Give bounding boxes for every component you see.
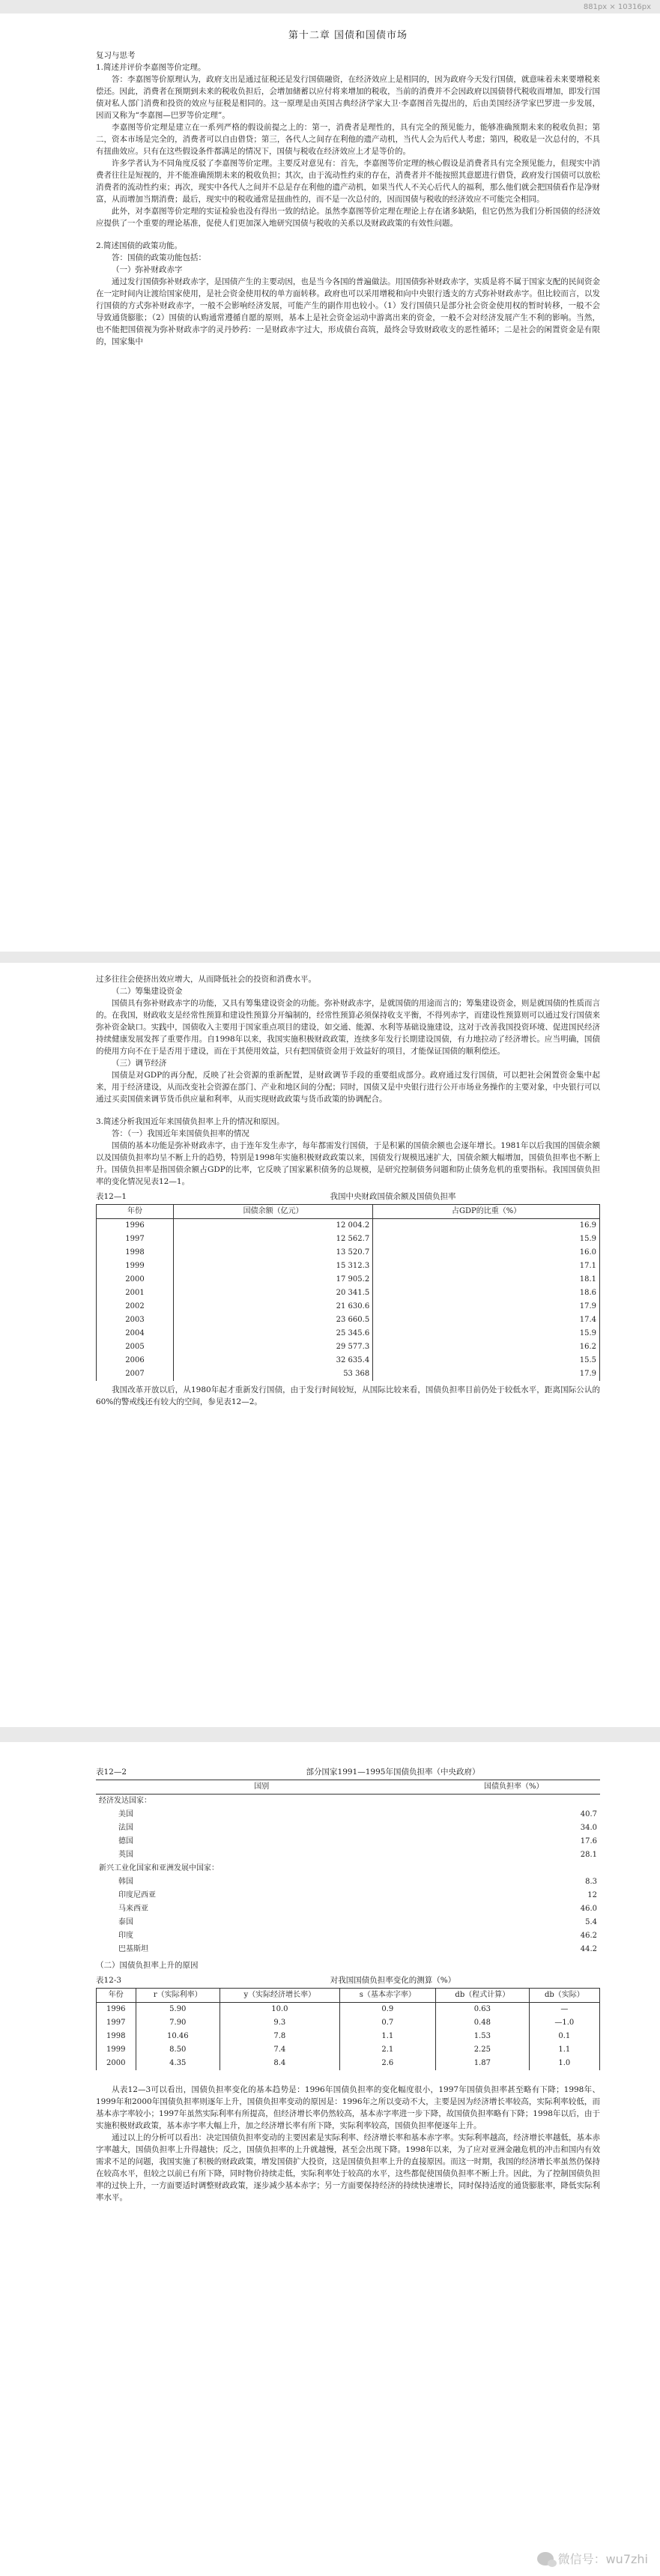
table-3-cell: 0.9: [339, 2003, 435, 2017]
table-3-header: db（程式计算）: [435, 1989, 529, 2003]
table-3-cell: 8.50: [136, 2043, 220, 2057]
answer-2-intro: 答：国债的政策功能包括：: [112, 253, 206, 262]
table-2-empty-cell: [427, 1862, 600, 1875]
table-1-cell: 2000: [97, 1273, 174, 1287]
question-1: 1.简述并评价李嘉图等价定理。: [96, 63, 206, 72]
table-3-caption: [96, 1974, 600, 1986]
table-2-title: 部分国家1991—1995年国债负担率（中央政府）: [306, 1768, 480, 1777]
table-3-cell: 1.1: [529, 2043, 599, 2057]
page-3-content: [96, 1753, 600, 2204]
table-3-cell: 4.35: [136, 2057, 220, 2070]
table-3-header: r（实际利率）: [136, 1989, 220, 2003]
regulate-economy-paragraph: 国债是对GDP的再分配，反映了社会资源的重新配置，是财政调节手段的重要组成部分。政府通过发行国债，可以把社会闲置资金集中起来，用于经济建设，从而改变社会资源在部门、产业和地区间的分配；同时，国债又是中央银行进行公开市场业务操作的主要对象，中央银行可以通过买卖国债来调节货币供应量和利率，从而实现财政政策与货币政策的协调配合。: [96, 1071, 600, 1104]
subheading-deficit: （一）弥补财政赤字: [112, 265, 183, 274]
table-1-number: 表12—1: [96, 1192, 127, 1201]
table-2-country: 马来西亚: [118, 1905, 148, 1913]
table-2-value: 5.4: [585, 1918, 597, 1926]
table-1-cell: 12 562.7: [174, 1233, 373, 1246]
table-2-country: 韩国: [118, 1878, 133, 1886]
table-1-cell: 2007: [97, 1367, 174, 1381]
chapter-title: 第十二章 国债和国债市场: [288, 30, 408, 41]
answer-1-paragraph: 此外，对李嘉图等价定理的实证检验也没有得出一致的结论。虽然李嘉图等价定理在理论上存在诸多缺陷，但它仍然为我们分析国债的经济效应提供了一个重要的理论基准，促使人们更加深入地研究国债与税收的关系以及财政政策的有效性问题。: [96, 207, 600, 228]
table-1-row: [97, 1300, 600, 1313]
table-2-country: 英国: [118, 1851, 133, 1859]
table-1-cell: 15.9: [373, 1233, 600, 1246]
page-1-content: [96, 24, 600, 348]
table-3-row: [97, 2057, 600, 2070]
continued-paragraph: 过多往往会使挤出效应增大，从而降低社会的投资和消费水平。: [96, 975, 316, 984]
table-1-header: 国债余额（亿元）: [174, 1205, 373, 1219]
table-1-cell: 21 630.6: [174, 1300, 373, 1313]
table-1-debt-balance: [96, 1204, 600, 1381]
table-3-cell: 1996: [97, 2003, 136, 2017]
subheading-rise-causes: （二）国债负担率上升的原因: [96, 1961, 199, 1970]
table-2-header: 国别: [96, 1780, 427, 1795]
table-1-cell: 29 577.3: [174, 1340, 373, 1354]
table-2-row: [96, 1889, 600, 1902]
table-3-row: [97, 2043, 600, 2057]
table-3-cell: 0.1: [529, 2030, 599, 2043]
table-1-cell: 53 368: [174, 1367, 373, 1381]
table-2-value: 34.0: [580, 1824, 597, 1832]
answer-3-paragraph: 国债的基本功能是弥补财政赤字，由于连年发生赤字，每年都需发行国债，于是积累的国债余额也会逐年增长。1981年以后我国的国债余额以及国债负担率均呈不断上升的趋势，特别是1998年实施积极财政政策以来，国债发行规模迅速扩大，国债余额大幅增加，国债负担率也不断上升。国债负担率是指国债余额占GDP的比率，它反映了国家累积债务的总规模，是研究控制债务问题和防止债务危机的重要指标。我国国债负担率的变化情况见表12—1。: [96, 1141, 600, 1186]
table-2-row: [96, 1848, 600, 1862]
table-3-cell: 9.3: [220, 2016, 340, 2030]
table-1-cell: 2001: [97, 1287, 174, 1300]
answer-1-paragraph: 答：李嘉图等价原理认为，政府支出是通过征税还是发行国债融资，在经济效应上是相同的，因为政府今天发行国债，就意味着未来要增税来偿还。因此，消费者在预期到未来的税收负担后，会增加储蓄以应付将来增加的税收，当前的消费并不会因政府以国债替代税收而增加，即发行国债对私人部门消费和投资的效应与征税是相同的。这一原理是由英国古典经济学家大卫·李嘉图首先提出的，后由美国经济学家巴罗进一步发展，因而又称为“李嘉图—巴罗等价定理”。: [96, 75, 600, 120]
table-2-group-name: 经济发达国家：: [99, 1797, 151, 1805]
table-2-empty-cell: [427, 1795, 600, 1809]
table-1-row: [97, 1273, 600, 1287]
document-page-1: [0, 13, 660, 952]
table-3-row: [97, 2016, 600, 2030]
table-1-cell: 17 905.2: [174, 1273, 373, 1287]
table-2-country: 印度尼西亚: [118, 1891, 156, 1899]
table-1-cell: 16.9: [373, 1219, 600, 1233]
table-3-row: [97, 2030, 600, 2043]
answer-3-intro: 答：（一）我国近年来国债负担率的情况: [112, 1129, 249, 1138]
wechat-watermark: [537, 2550, 648, 2567]
table-2-number: 表12—2: [96, 1768, 127, 1777]
table-1-cell: 13 520.7: [174, 1246, 373, 1260]
table-2-country: 美国: [118, 1810, 133, 1818]
table-2-row: [96, 1875, 600, 1889]
table-1-row: [97, 1340, 600, 1354]
analysis-paragraph: 从表12—3可以看出，国债负担率变化的基本趋势是：1996年国债负担率的变化幅度很小，1997年国债负担率甚至略有下降；1998年、1999年和2000年国债负担率则逐年上升，国债负担率变动的原因是：1996年之所以变动不大，主要是因为经济增长率较高，实际利率较低，而基本赤字率较小；1997年虽然实际利率有所提高，但经济增长率仍然较高，基本赤字率进一步下降，故国债负担率略有下降；1998年以后，由于实施积极财政政策，基本赤字率大幅上升，加之经济增长率有所下降，实际利率较高，国债负担率便逐年上升。: [96, 2085, 600, 2130]
table-3-cell: 8.4: [220, 2057, 340, 2070]
table-1-cell: 1996: [97, 1219, 174, 1233]
table-3-cell: 7.4: [220, 2043, 340, 2057]
table-3-cell: 1.0: [529, 2057, 599, 2070]
document-page-3: [0, 1742, 660, 2576]
table-1-cell: 18.1: [373, 1273, 600, 1287]
table-1-cell: 1999: [97, 1260, 174, 1273]
table-2-row: [96, 1929, 600, 1943]
after-table-1-paragraph: 我国改革开放以后，从1980年起才重新发行国债，由于发行时间较短，从国际比较来看，国债负担率目前仍处于较低水平，距离国际公认的60%的警戒线还有较大的空间，参见表12—2。: [96, 1385, 600, 1406]
wechat-icon: [537, 2552, 554, 2566]
table-1-row: [97, 1219, 600, 1233]
page-2-content: [96, 973, 600, 1408]
table-3-row: [97, 2003, 600, 2017]
table-1-cell: 2006: [97, 1354, 174, 1367]
table-3-cell: —1.0: [529, 2016, 599, 2030]
table-1-cell: 17.9: [373, 1367, 600, 1381]
table-3-cell: 2000: [97, 2057, 136, 2070]
table-1-row: [97, 1327, 600, 1340]
table-2-row: [96, 1821, 600, 1835]
table-2-row: [96, 1902, 600, 1916]
table-2-row: [96, 1835, 600, 1848]
table-2-country: 巴基斯坦: [118, 1945, 148, 1953]
table-3-header: 年份: [97, 1989, 136, 2003]
table-2-caption: [96, 1766, 600, 1778]
table-3-header: s（基本赤字率）: [339, 1989, 435, 2003]
analysis-paragraph: 通过以上的分析可以看出：决定国债负担率变动的主要因素是实际利率、经济增长率和基本赤字率。实际利率越高，经济增长率越低，基本赤字率越大，国债负担率上升得越快；反之，国债负担率的上升就越慢，甚至会出现下降。1998年以来，为了应对亚洲金融危机的冲击和国内有效需求不足的问题，我国实施了积极的财政政策，增发国债扩大投资，这是国债负担率上升的直接原因。而这一时期，我国的经济增长率虽然仍保持在较高水平，但较之以前已有所下降，同时物价持续走低，实际利率处于较高的水平，这些都促使国债负担率不断上升。因此，为了控制国债负担率的过快上升，一方面要适时调整财政政策，逐步减少基本赤字；另一方面要保持经济的持续快速增长，同时保持适度的通货膨胀率，降低实际利率水平。: [96, 2133, 600, 2202]
table-2-value: 44.2: [580, 1945, 597, 1953]
table-1-cell: 1997: [97, 1233, 174, 1246]
table-1-cell: 16.2: [373, 1340, 600, 1354]
table-3-title: 对我国国债负担率变化的测算（%）: [330, 1976, 456, 1985]
table-3-cell: 2.6: [339, 2057, 435, 2070]
table-1-row: [97, 1313, 600, 1327]
table-2-country-burden: [96, 1780, 600, 1956]
answer-1-paragraph: 许多学者认为不同角度反驳了李嘉图等价定理。主要反对意见有：首先，李嘉图等价定理的核心假设是消费者具有完全预见能力，但现实中消费者往往是短视的，并不能准确预期未来的税收负担；其次，由于流动性约束的存在，消费者并不能按照其意愿进行借贷，政府发行国债可以放松消费者的流动性约束；再次，现实中各代人之间并不总是存在利他的遗产动机，如果当代人不关心后代人的福利，那么他们就会把国债看作是净财富，从而增加当期消费；最后，现实中的税收通常是扭曲性的，而不是一次总付的，因而国债与税收的经济效应不可能完全相同。: [96, 159, 600, 204]
answer-1-paragraph: 李嘉图等价定理是建立在一系列严格的假设前提之上的：第一，消费者是理性的，具有完全的预见能力，能够准确预期未来的税收负担；第二，资本市场是完全的，消费者可以自由借贷；第三，各代人之间存在利他的遗产动机，当代人会为后代人考虑；第四，税收是一次总付的，不具有扭曲效应。只有在这些假设条件都满足的情况下，国债与税收在经济效应上才是等价的。: [96, 123, 600, 156]
subheading-construction-funds: （二）筹集建设资金: [112, 987, 183, 996]
table-3-cell: 1999: [97, 2043, 136, 2057]
table-1-cell: 2004: [97, 1327, 174, 1340]
table-3-cell: 0.63: [435, 2003, 529, 2017]
table-3-cell: 0.48: [435, 2016, 529, 2030]
viewer-dimensions: 881px × 10316px: [583, 3, 651, 11]
table-3-cell: 1.53: [435, 2030, 529, 2043]
table-2-country: 法国: [118, 1824, 133, 1832]
section-heading: 复习与思考: [96, 51, 136, 60]
document-page-2: [0, 963, 660, 1727]
table-1-cell: 17.1: [373, 1260, 600, 1273]
table-2-value: 8.3: [585, 1878, 597, 1886]
table-2-value: 46.0: [580, 1905, 597, 1913]
table-2-group-row: [96, 1795, 600, 1809]
table-2-row: [96, 1916, 600, 1929]
table-3-cell: 7.8: [220, 2030, 340, 2043]
table-1-row: [97, 1260, 600, 1273]
table-2-row: [96, 1808, 600, 1821]
table-1-cell: 23 660.5: [174, 1313, 373, 1327]
table-3-header: db（实际）: [529, 1989, 599, 2003]
table-1-cell: 17.4: [373, 1313, 600, 1327]
table-1-cell: 12 004.2: [174, 1219, 373, 1233]
table-1-cell: 32 635.4: [174, 1354, 373, 1367]
table-2-row: [96, 1943, 600, 1956]
table-1-cell: 1998: [97, 1246, 174, 1260]
table-2-country: 泰国: [118, 1918, 133, 1926]
table-1-caption: [96, 1191, 600, 1203]
table-2-group-name: 新兴工业化国家和亚洲发展中国家：: [99, 1864, 219, 1872]
table-3-cell: 1.1: [339, 2030, 435, 2043]
table-2-value: 12: [587, 1891, 597, 1899]
table-1-cell: 17.9: [373, 1300, 600, 1313]
table-3-cell: 5.90: [136, 2003, 220, 2017]
table-1-cell: 15.5: [373, 1354, 600, 1367]
table-2-group-row: [96, 1862, 600, 1875]
table-1-cell: 18.6: [373, 1287, 600, 1300]
table-1-cell: 15 312.3: [174, 1260, 373, 1273]
table-3-header: y（实际经济增长率）: [220, 1989, 340, 2003]
table-3-cell: 0.7: [339, 2016, 435, 2030]
table-3-cell: 2.25: [435, 2043, 529, 2057]
table-1-cell: 25 345.6: [174, 1327, 373, 1340]
deficit-paragraph: 通过发行国债弥补财政赤字，是国债产生的主要动因，也是当今各国的普遍做法。用国债弥补财政赤字，实质是将不属于国家支配的民间资金在一定时间内让渡给国家使用，是社会资金使用权的单方面转移。政府也可以采用增税和向中央银行透支的方式弥补财政赤字。但比较而言，以发行国债的方式弥补财政赤字，一般不会影响经济发展，可能产生的副作用也较小。（1）发行国债只是部分社会资金使用权的暂时转移，一般不会导致通货膨胀；（2）国债的认购通常遵循自愿的原则，基本上是社会资金运动中游离出来的资金，一般不会对经济发展产生不利的影响。当然，也不能把国债视为弥补财政赤字的灵丹妙药：一是财政赤字过大，形成债台高筑，最终会导致财政收支的恶性循环；二是社会的闲置资金是有限的，国家集中: [96, 277, 600, 346]
table-3-cell: —: [529, 2003, 599, 2017]
watermark-text: 微信号：wu7zhi: [557, 2552, 648, 2566]
table-3-cell: 7.90: [136, 2016, 220, 2030]
table-3-cell: 10.0: [220, 2003, 340, 2017]
table-1-cell: 2003: [97, 1313, 174, 1327]
table-1-row: [97, 1367, 600, 1381]
table-1-row: [97, 1354, 600, 1367]
table-2-value: 28.1: [580, 1851, 597, 1859]
subheading-regulate-economy: （三）调节经济: [112, 1059, 167, 1068]
table-1-cell: 15.9: [373, 1327, 600, 1340]
table-2-value: 40.7: [580, 1810, 597, 1818]
table-3-cell: 10.46: [136, 2030, 220, 2043]
table-1-header: 占GDP的比重（%）: [373, 1205, 600, 1219]
table-1-row: [97, 1246, 600, 1260]
table-1-cell: 2002: [97, 1300, 174, 1313]
table-1-title: 我国中央财政国债余额及国债负担率: [330, 1192, 456, 1201]
table-2-country: 印度: [118, 1932, 133, 1940]
table-3-burden-estimate: [96, 1988, 600, 2070]
table-1-header: 年份: [97, 1205, 174, 1219]
table-2-value: 17.6: [580, 1837, 597, 1845]
table-2-country: 德国: [118, 1837, 133, 1845]
table-3-cell: 1998: [97, 2030, 136, 2043]
table-2-value: 46.2: [580, 1932, 597, 1940]
table-1-cell: 20 341.5: [174, 1287, 373, 1300]
table-1-row: [97, 1287, 600, 1300]
question-3: 3.简述分析我国近年来国债负担率上升的情况和原因。: [96, 1117, 285, 1126]
table-3-cell: 1.87: [435, 2057, 529, 2070]
construction-funds-paragraph: 国债具有弥补财政赤字的功能，又具有筹集建设资金的功能。弥补财政赤字，是就国债的用途而言的；筹集建设资金，则是就国债的性质而言的。在我国，财政收支是经常性预算和建设性预算分开编制的，经常性预算必须保持收支平衡，不得列赤字，而建设性预算则可以通过发行国债来弥补资金缺口。实践中，国债收入主要用于国家重点项目的建设，如交通、能源、水利等基础设施建设，这对于改善我国投资环境、促进国民经济持续健康发展发挥了重要作用。自1998年以来，我国实施积极财政政策，连续多年发行长期建设国债，有力地拉动了经济增长。应当明确，国债的使用方向不在于是否用于建设，而在于其使用效益，只有把国债资金用于效益好的项目，才能保证国债的顺利偿还。: [96, 999, 600, 1056]
table-1-cell: 16.0: [373, 1246, 600, 1260]
table-3-cell: 1997: [97, 2016, 136, 2030]
table-3-number: 表12-3: [96, 1976, 122, 1985]
table-1-cell: 2005: [97, 1340, 174, 1354]
table-2-header: 国债负担率（%）: [427, 1780, 600, 1795]
question-2: 2.简述国债的政策功能。: [96, 241, 183, 250]
table-3-cell: 2.1: [339, 2043, 435, 2057]
table-1-row: [97, 1233, 600, 1246]
